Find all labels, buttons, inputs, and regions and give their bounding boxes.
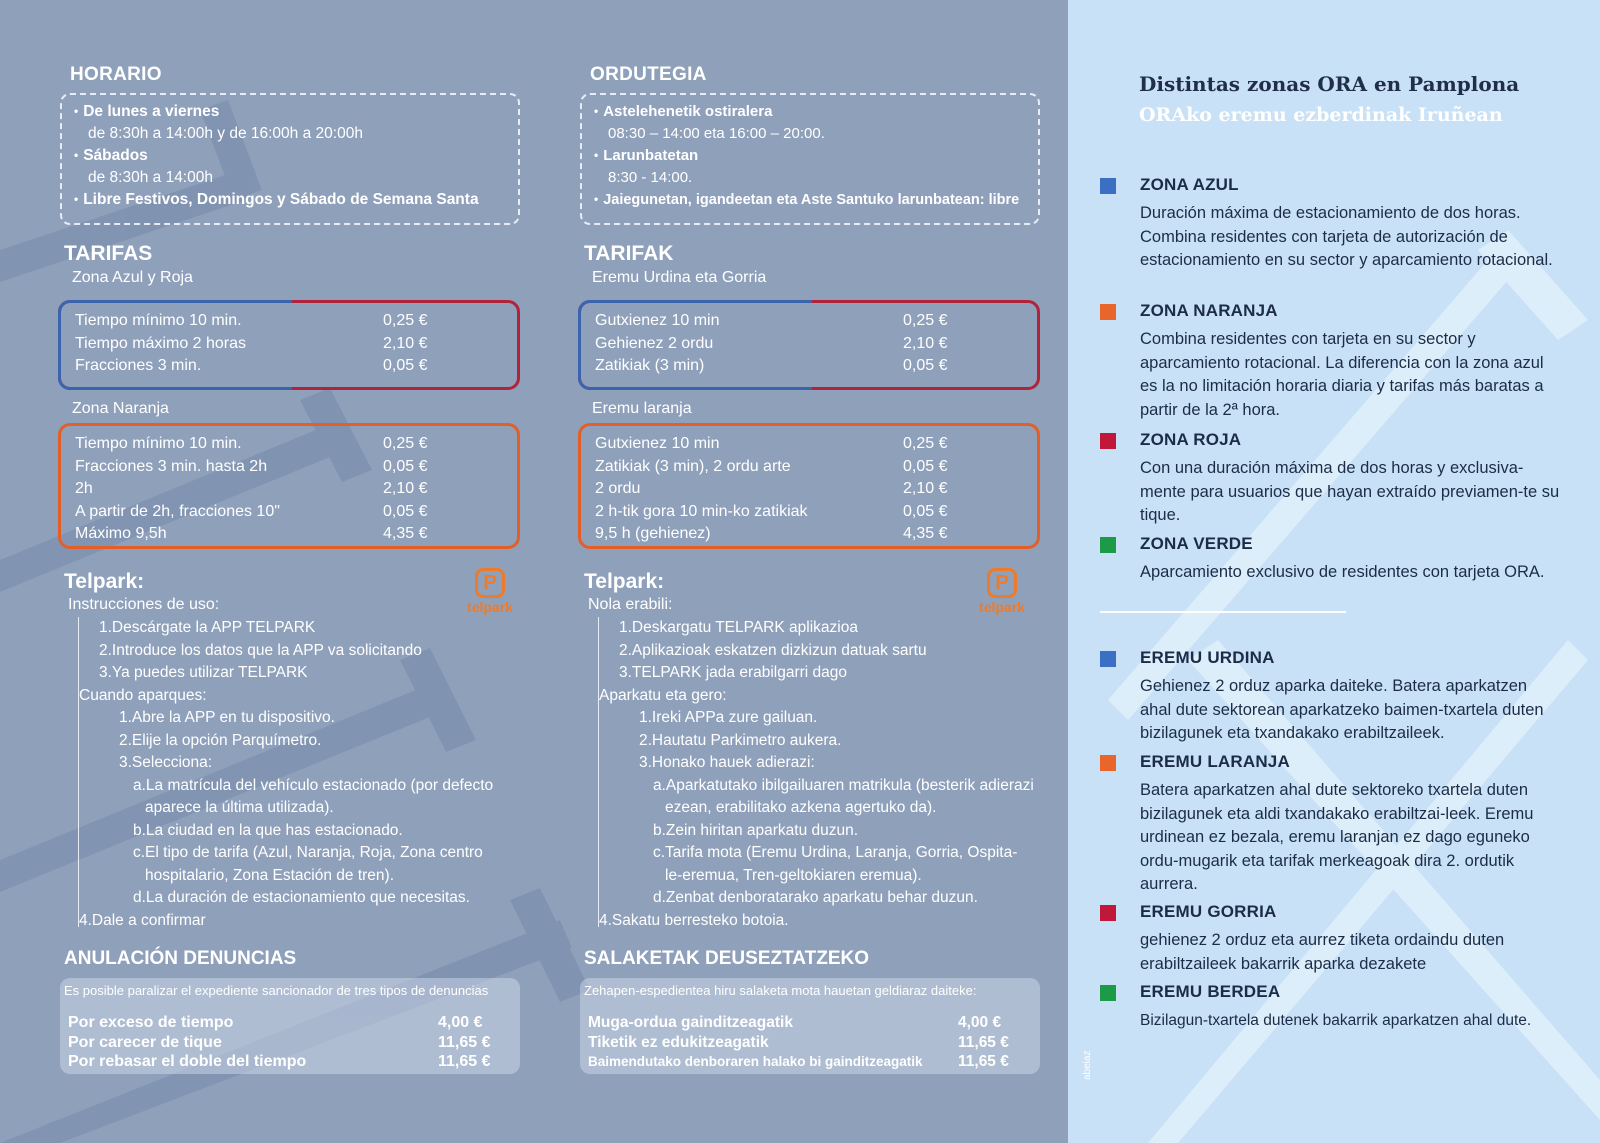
rate-label: Tiempo máximo 2 horas bbox=[75, 334, 247, 352]
fine-value: 11,65 € bbox=[438, 1033, 491, 1051]
fine-row bbox=[588, 1052, 1028, 1072]
instruction-line: 3.Selecciona: bbox=[119, 754, 213, 771]
rate-value: 0,25 € bbox=[383, 312, 428, 329]
rate-label: Máximo 9,5h bbox=[75, 525, 167, 542]
tarifak-title: TARIFAK bbox=[584, 242, 674, 265]
rate-value: 2,10 € bbox=[903, 480, 948, 497]
fine-label: Tiketik ez edukitzeagatik bbox=[588, 1033, 769, 1051]
instruction-line: b.La ciudad en la que has estacionado. bbox=[133, 821, 403, 839]
instruction-line: b.Zein hiritan aparkatu duzun. bbox=[653, 821, 859, 839]
zone-description: Duración máxima de estacionamiento de dos horas. Combina residentes con tarjeta de autorización de estacionamiento en su sector y aparcamiento rotacional. bbox=[1140, 204, 1553, 269]
fine-label: Por carecer de tique bbox=[68, 1033, 222, 1051]
fines-list bbox=[68, 1013, 508, 1072]
schedule-line: • Jaiegunetan, igandeetan eta Aste Santuko larunbatean: libre bbox=[594, 189, 1026, 211]
rate-label: 2 ordu bbox=[595, 480, 641, 497]
zone-description: gehienez 2 orduz eta aurrez tiketa ordaindu duten erabiltzaileek bakarrik aparka dezakete bbox=[1140, 931, 1505, 973]
zone-description: Combina residentes con tarjeta en su sector y aparcamiento rotacional. La diferencia con la zona azul es la no limitación horaria diaria y tarifas más baratas a partir de la 2ª hora. bbox=[1140, 330, 1544, 419]
rates-orange-box bbox=[578, 423, 1040, 549]
rate-label: Zatikiak (3 min) bbox=[595, 357, 705, 374]
instructions-heading: Nola erabili: bbox=[588, 596, 673, 613]
rate-value: 0,05 € bbox=[903, 457, 948, 475]
zone-name: ZONA AZUL bbox=[1140, 175, 1239, 194]
rate-row bbox=[595, 433, 1025, 456]
instructions-list bbox=[598, 617, 1038, 927]
rate-row bbox=[75, 501, 505, 524]
salaketak-title: SALAKETAK DEUSEZTATZEKO bbox=[584, 948, 869, 969]
eremu-urdina-gorria-label: Eremu Urdina eta Gorria bbox=[592, 269, 767, 286]
zone-color-square bbox=[1100, 537, 1116, 553]
rate-row bbox=[75, 478, 505, 501]
instruction-line: 1.Deskargatu TELPARK aplikazioa bbox=[619, 619, 858, 636]
schedule-line: 8:30 - 14:00. bbox=[608, 169, 693, 186]
zona-azul-roja-label: Zona Azul y Roja bbox=[72, 269, 193, 286]
zone-color-square bbox=[1100, 304, 1116, 320]
zone-color-square bbox=[1100, 985, 1116, 1001]
zone-name: EREMU BERDEA bbox=[1140, 982, 1281, 1001]
zones-subtitle: ORAko eremu ezberdinak Iruñean bbox=[1139, 104, 1503, 126]
zone-name: ZONA ROJA bbox=[1140, 430, 1242, 449]
tarifas-title: TARIFAS bbox=[64, 242, 153, 265]
instruction-line: hospitalario, Zona Estación de tren). bbox=[145, 866, 394, 884]
zone-description: Batera aparkatzen ahal dute sektoreko txartela duten bizilagunek eta aldi txandakako erabiltzai-leek. Eremu urdinean ez bezala, eremu laranjan ez dago eguneko ordu-mugarik eta tarifak merkeagoak dira 2. ordutik aurrera. bbox=[1140, 781, 1534, 893]
instruction-line: 1.Ireki APPa zure gailuan. bbox=[639, 709, 818, 726]
instruction-line: a.La matrícula del vehículo estacionado (por defecto bbox=[133, 776, 494, 794]
rates-blue-red-box bbox=[58, 300, 520, 390]
rate-value: 0,25 € bbox=[383, 435, 428, 452]
rate-label: 2h bbox=[75, 480, 93, 497]
fine-row bbox=[68, 1052, 508, 1072]
rate-label: Tiempo mínimo 10 min. bbox=[75, 312, 242, 329]
rate-value: 4,35 € bbox=[383, 525, 428, 542]
instruction-line: Aparkatu eta gero: bbox=[599, 686, 727, 704]
fine-row bbox=[588, 1013, 1028, 1033]
zone-description: Con una duración máxima de dos horas y exclusiva-mente para usuarios que hayan extraído previamen-te su tique. bbox=[1140, 459, 1560, 524]
instruction-line: a.Aparkatutako ibilgailuaren matrikula (besterik adierazi bbox=[653, 776, 1034, 794]
zone-name: EREMU GORRIA bbox=[1140, 902, 1277, 921]
instruction-line: c.Tarifa mota (Eremu Urdina, Laranja, Gorria, Ospita- bbox=[653, 844, 1018, 861]
zone-description: Gehienez 2 orduz aparka daiteke. Batera aparkatzen ahal dute sektorean aparkatzeko baimen-txartela duten bizilagunek eta txandakako erabiltzaileek. bbox=[1140, 677, 1544, 742]
rate-label: 2 h-tik gora 10 min-ko zatikiak bbox=[595, 502, 808, 520]
telpark-logo bbox=[460, 568, 520, 615]
instructions-heading: Instrucciones de uso: bbox=[68, 596, 220, 613]
rate-label: 9,5 h (gehienez) bbox=[595, 525, 711, 542]
telpark-logo-text: telpark bbox=[979, 599, 1025, 615]
rate-row bbox=[75, 456, 505, 479]
zone-name: EREMU URDINA bbox=[1140, 648, 1275, 667]
zone-color-square bbox=[1100, 651, 1116, 667]
instruction-line: 3.TELPARK jada erabilgarri dago bbox=[619, 664, 848, 681]
fine-row bbox=[68, 1033, 508, 1053]
schedule-line: • De lunes a viernes bbox=[74, 101, 506, 123]
schedule-line: • Larunbatetan bbox=[594, 145, 1026, 167]
fine-value: 11,65 € bbox=[438, 1053, 491, 1070]
zone-description: Aparcamiento exclusivo de residentes con tarjeta ORA. bbox=[1140, 563, 1545, 581]
telpark-logo-text: telpark bbox=[467, 599, 513, 615]
instruction-line: 1.Abre la APP en tu dispositivo. bbox=[119, 709, 335, 726]
instructions-list bbox=[78, 617, 518, 927]
instruction-line: le-eremua, Tren-geltokiaren eremua). bbox=[665, 866, 922, 884]
eremu-laranja-label: Eremu laranja bbox=[592, 400, 692, 417]
instruction-line: 4.Dale a confirmar bbox=[79, 911, 206, 929]
schedule-line: • Libre Festivos, Domingos y Sábado de Semana Santa bbox=[74, 189, 506, 211]
rate-label: Fracciones 3 min. bbox=[75, 357, 202, 374]
fine-label: Baimendutako denboraren halako bi gainditzeagatik bbox=[588, 1054, 923, 1069]
instruction-line: aparece la última utilizada). bbox=[145, 799, 334, 816]
zone-color-square bbox=[1100, 755, 1116, 771]
instruction-line: 3.Ya puedes utilizar TELPARK bbox=[99, 664, 308, 681]
zone-name: ZONA NARANJA bbox=[1140, 301, 1278, 320]
rate-label: A partir de 2h, fracciones 10" bbox=[75, 502, 280, 520]
rate-value: 0,25 € bbox=[903, 312, 948, 329]
rate-row bbox=[595, 310, 1025, 333]
instruction-line: 2.Aplikazioak eskatzen dizkizun datuak sartu bbox=[619, 641, 927, 659]
rate-row bbox=[595, 456, 1025, 479]
rate-label: Gehienez 2 ordu bbox=[595, 334, 714, 352]
parking-p-icon: P bbox=[987, 568, 1017, 598]
rate-row bbox=[75, 310, 505, 333]
fine-value: 4,00 € bbox=[958, 1014, 1002, 1031]
instruction-line: 4.Sakatu berresteko botoia. bbox=[599, 911, 789, 929]
schedule-line: • Astelehenetik ostiralera bbox=[594, 101, 1026, 123]
rate-label: Gutxienez 10 min bbox=[595, 435, 720, 452]
schedule-box bbox=[60, 93, 520, 225]
rate-row bbox=[595, 478, 1025, 501]
rate-value: 0,05 € bbox=[903, 502, 948, 520]
rate-value: 4,35 € bbox=[903, 525, 948, 542]
schedule-line: • Sábados bbox=[74, 145, 506, 167]
rate-value: 2,10 € bbox=[903, 334, 948, 352]
zona-naranja-label: Zona Naranja bbox=[72, 400, 169, 417]
schedule-line: de 8:30h a 14:00h y de 16:00h a 20:00h bbox=[88, 125, 363, 142]
rate-value: 2,10 € bbox=[383, 480, 428, 497]
instruction-line: 2.Elije la opción Parquímetro. bbox=[119, 731, 322, 749]
rate-value: 2,10 € bbox=[383, 334, 428, 352]
rates-orange-box bbox=[58, 423, 520, 549]
rate-label: Fracciones 3 min. hasta 2h bbox=[75, 457, 268, 475]
rate-label: Tiempo mínimo 10 min. bbox=[75, 435, 242, 452]
zone-color-square bbox=[1100, 178, 1116, 194]
fines-description: Zehapen-espedientea hiru salaketa mota hauetan geldiaraz daiteke: bbox=[584, 983, 977, 998]
section-divider bbox=[1100, 611, 1346, 613]
zones-title: Distintas zonas ORA en Pamplona bbox=[1139, 72, 1520, 96]
fine-row bbox=[68, 1013, 508, 1033]
telpark-logo bbox=[972, 568, 1032, 615]
rate-label: Zatikiak (3 min), 2 ordu arte bbox=[595, 457, 791, 475]
telpark-title: Telpark: bbox=[64, 570, 145, 593]
zone-color-square bbox=[1100, 905, 1116, 921]
zone-description: Bizilagun-txartela dutenek bakarrik aparkatzen ahal dute. bbox=[1140, 1012, 1532, 1029]
instruction-line: 2.Hautatu Parkimetro aukera. bbox=[639, 731, 842, 749]
instruction-line: 2.Introduce los datos que la APP va solicitando bbox=[99, 641, 422, 659]
fine-value: 4,00 € bbox=[438, 1014, 483, 1031]
rate-value: 0,05 € bbox=[383, 502, 428, 520]
schedule-box bbox=[580, 93, 1040, 225]
schedule-line: 08:30 – 14:00 eta 16:00 – 20:00. bbox=[608, 125, 825, 142]
rate-value: 0,05 € bbox=[383, 457, 428, 475]
fines-list bbox=[588, 1013, 1028, 1072]
ordutegia-title: ORDUTEGIA bbox=[590, 64, 707, 85]
rate-row bbox=[595, 333, 1025, 356]
instruction-line: 3.Honako hauek adierazi: bbox=[639, 754, 815, 771]
fine-label: Por rebasar el doble del tiempo bbox=[68, 1053, 307, 1070]
zone-color-square bbox=[1100, 433, 1116, 449]
fine-label: Por exceso de tiempo bbox=[68, 1014, 234, 1031]
zone-name: ZONA VERDE bbox=[1140, 534, 1253, 553]
instruction-line: c.El tipo de tarifa (Azul, Naranja, Roja, Zona centro bbox=[133, 844, 483, 861]
instruction-line: d.Zenbat denboratarako aparkatu behar duzun. bbox=[653, 889, 978, 906]
rate-row bbox=[75, 333, 505, 356]
parking-p-icon: P bbox=[475, 568, 505, 598]
rate-row bbox=[595, 501, 1025, 524]
instruction-line: 1.Descárgate la APP TELPARK bbox=[99, 619, 316, 636]
zone-name: EREMU LARANJA bbox=[1140, 752, 1290, 771]
rate-value: 0,05 € bbox=[383, 357, 428, 374]
rate-row bbox=[75, 433, 505, 456]
horario-title: HORARIO bbox=[70, 64, 162, 85]
rate-row bbox=[75, 355, 505, 378]
rate-value: 0,05 € bbox=[903, 357, 948, 374]
design-credit: abeiaz bbox=[1082, 1050, 1093, 1080]
fine-value: 11,65 € bbox=[958, 1033, 1009, 1051]
rate-value: 0,25 € bbox=[903, 435, 948, 452]
anulacion-title: ANULACIÓN DENUNCIAS bbox=[64, 948, 297, 969]
fine-row bbox=[588, 1033, 1028, 1053]
schedule-line: de 8:30h a 14:00h bbox=[88, 169, 213, 186]
fine-label: Muga-ordua gainditzeagatik bbox=[588, 1014, 793, 1031]
fines-description: Es posible paralizar el expediente sancionador de tres tipos de denuncias bbox=[64, 983, 489, 998]
instruction-line: Cuando aparques: bbox=[79, 686, 207, 704]
fine-value: 11,65 € bbox=[958, 1053, 1009, 1070]
rate-row bbox=[75, 523, 505, 546]
telpark-title: Telpark: bbox=[584, 570, 665, 593]
rates-blue-red-box bbox=[578, 300, 1040, 390]
rate-row bbox=[595, 523, 1025, 546]
instruction-line: d.La duración de estacionamiento que necesitas. bbox=[133, 889, 470, 906]
rate-label: Gutxienez 10 min bbox=[595, 312, 720, 329]
instruction-line: ezean, erabilitako azkena agertuko da). bbox=[665, 799, 937, 816]
rate-row bbox=[595, 355, 1025, 378]
